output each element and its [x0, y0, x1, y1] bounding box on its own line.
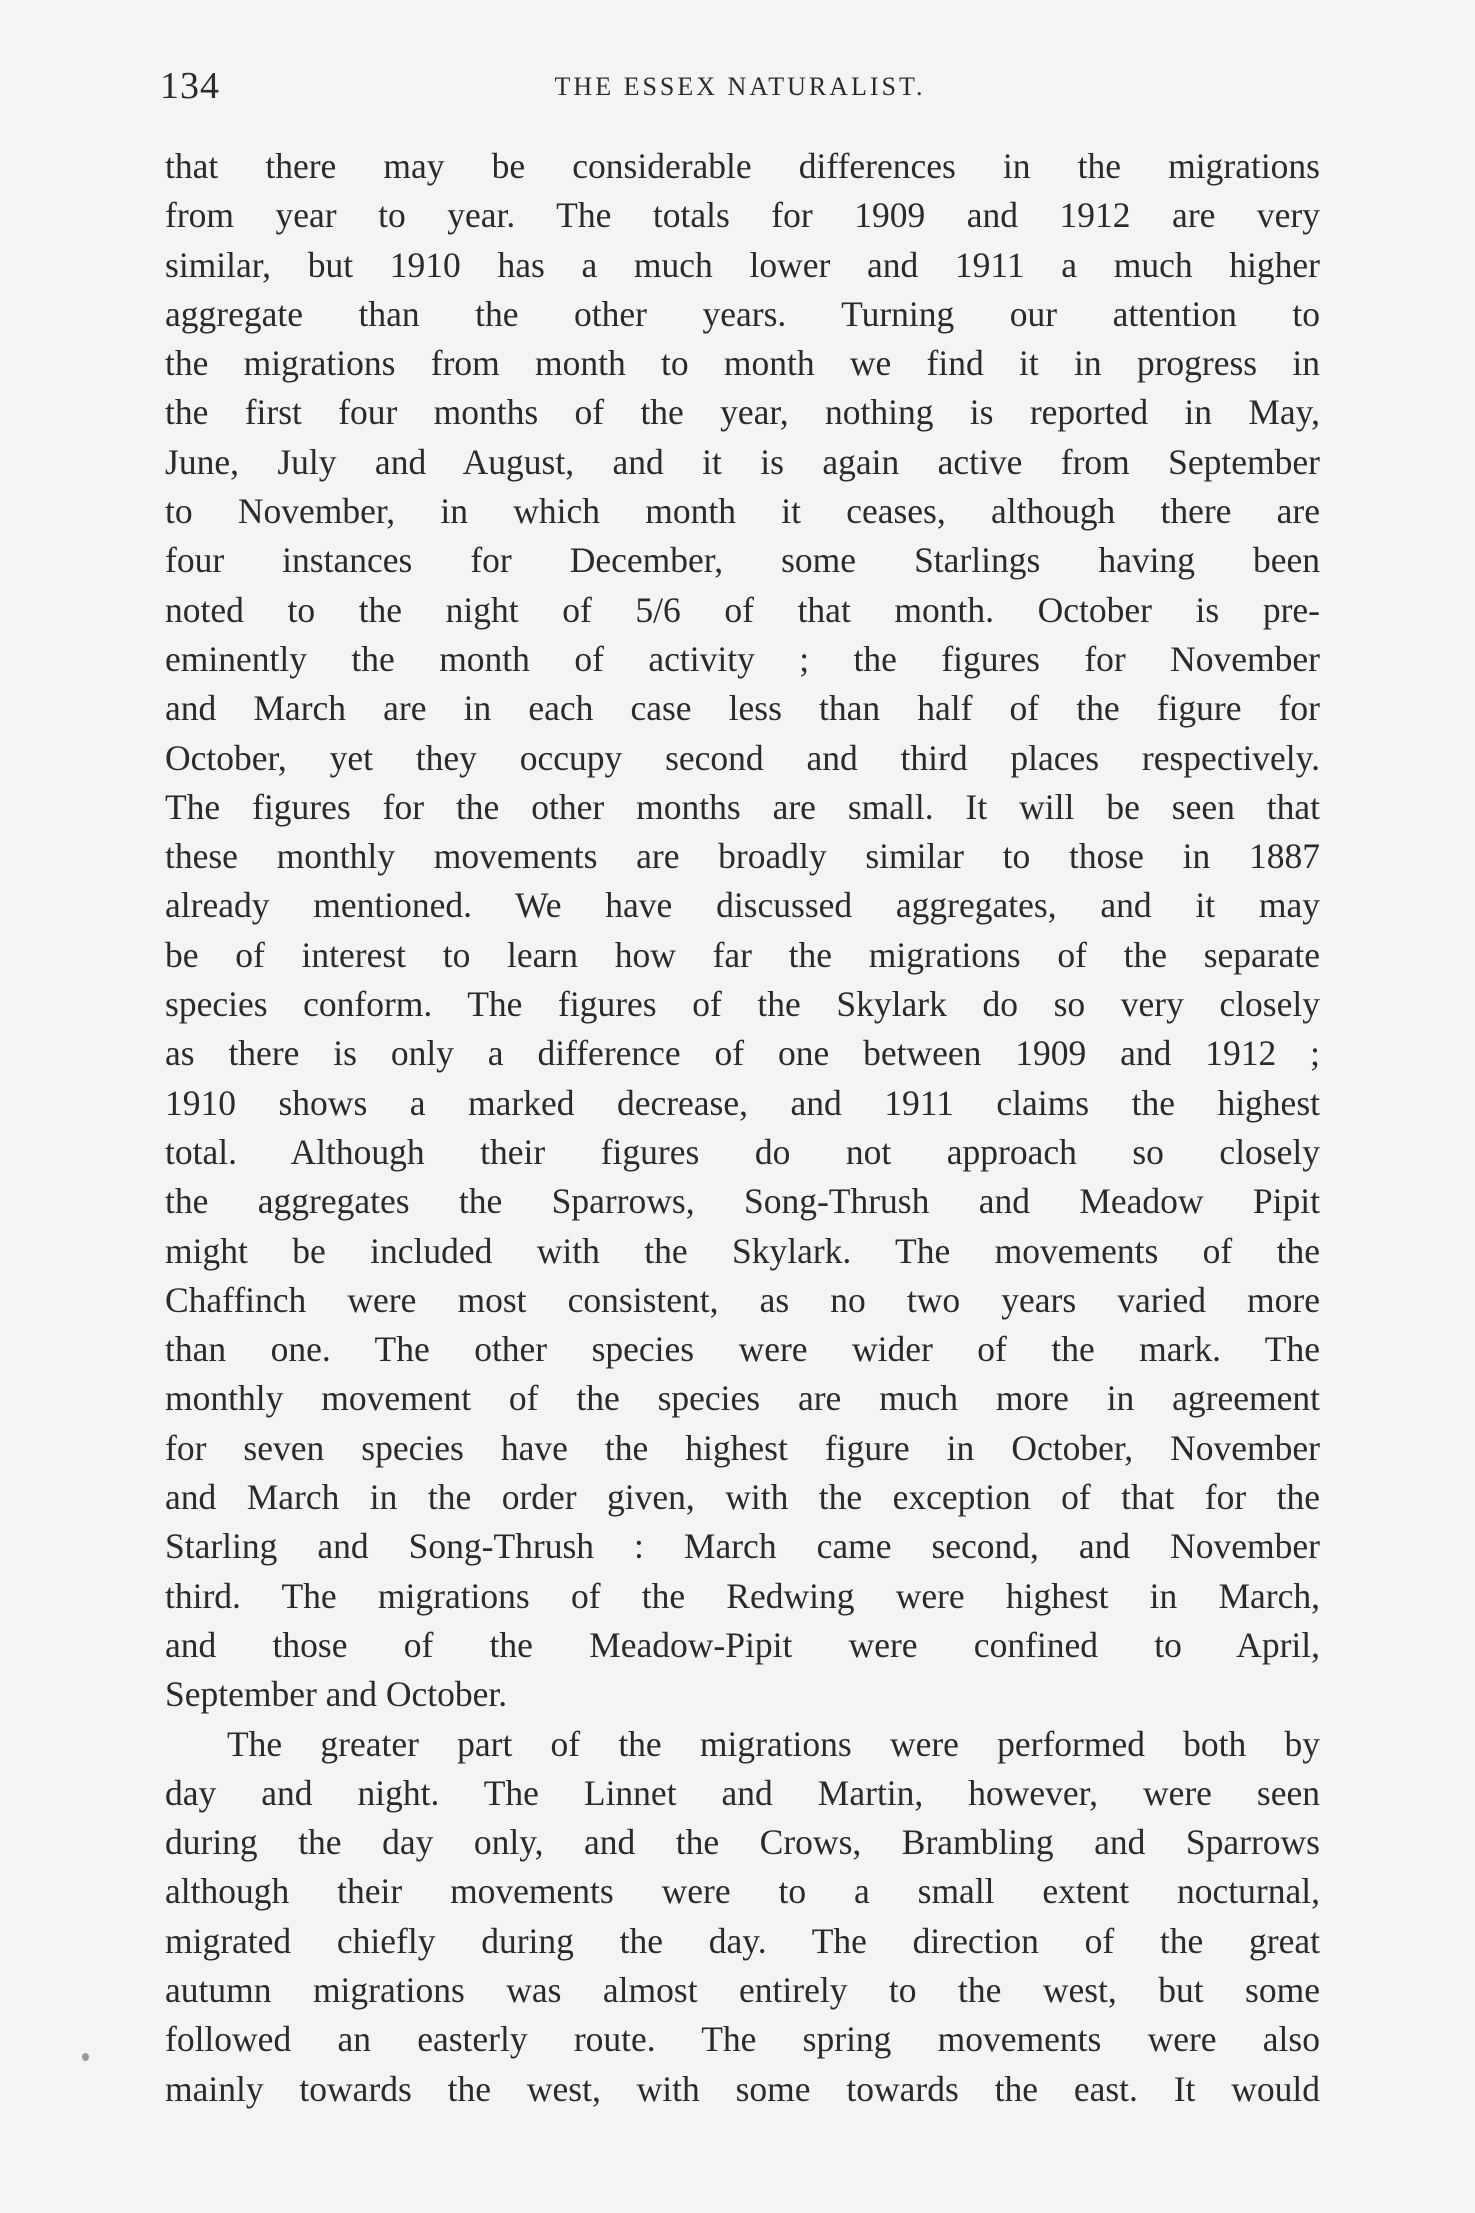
text-line: total. Although their figures do not approach so closely [165, 1131, 1320, 1172]
text-line: during the day only, and the Crows, Brambling and Sparrows [165, 1822, 1320, 1863]
text-line: the first four months of the year, nothing is reported in May, [165, 392, 1320, 433]
text-line: mainly towards the west, with some towards the east. It would [165, 2068, 1320, 2109]
text-line: and those of the Meadow-Pipit were confined to April, [165, 1624, 1320, 1665]
text-line: 1910 shows a marked decrease, and 1911 claims the highest [165, 1082, 1320, 1123]
text-line: that there may be considerable differences in the migrations [165, 146, 1320, 186]
text-line: The greater part of the migrations were performed both by [227, 1723, 1320, 1764]
text-line: The figures for the other months are small. It will be seen that [165, 786, 1320, 827]
paragraph [165, 1720, 1320, 2114]
text-line: as there is only a difference of one between 1909 and 1912 ; [165, 1033, 1320, 1074]
text-line: Chaffinch were most consistent, as no two years varied more [165, 1279, 1320, 1320]
text-line: October, yet they occupy second and third places respectively. [165, 737, 1320, 778]
paragraph [165, 142, 1320, 1720]
text-line: the aggregates the Sparrows, Song-Thrush and Meadow Pipit [165, 1181, 1320, 1222]
text-line: third. The migrations of the Redwing were highest in March, [165, 1575, 1320, 1616]
text-line: than one. The other species were wider of the mark. The [165, 1329, 1320, 1370]
body-text [165, 142, 1320, 2114]
text-line: monthly movement of the species are much more in agreement [165, 1378, 1320, 1419]
text-line: day and night. The Linnet and Martin, however, were seen [165, 1772, 1320, 1813]
paper-speck [82, 2053, 89, 2061]
text-line: eminently the month of activity ; the figures for November [165, 638, 1320, 679]
text-line: followed an easterly route. The spring movements were also [165, 2019, 1320, 2060]
text-line: species conform. The figures of the Skylark do so very closely [165, 984, 1320, 1025]
text-line: noted to the night of 5/6 of that month. October is pre- [165, 589, 1320, 630]
text-line: be of interest to learn how far the migrations of the separate [165, 934, 1320, 975]
text-line: and March in the order given, with the exception of that for the [165, 1477, 1320, 1518]
text-line: the migrations from month to month we find it in progress in [165, 343, 1320, 384]
text-line: four instances for December, some Starlings having been [165, 540, 1320, 581]
page-number: 134 [160, 65, 220, 107]
text-line: for seven species have the highest figure in October, November [165, 1427, 1320, 1468]
text-line: similar, but 1910 has a much lower and 1911 a much higher [165, 244, 1320, 285]
page-header [160, 64, 1320, 124]
text-line: autumn migrations was almost entirely to the west, but some [165, 1969, 1320, 2010]
text-line: to November, in which month it ceases, although there are [165, 491, 1320, 532]
text-line: although their movements were to a small extent nocturnal, [165, 1871, 1320, 1912]
text-line: aggregate than the other years. Turning our attention to [165, 293, 1320, 334]
running-head: THE ESSEX NATURALIST. [554, 72, 926, 101]
text-line: Starling and Song-Thrush : March came second, and November [165, 1526, 1320, 1567]
text-line: might be included with the Skylark. The movements of the [165, 1230, 1320, 1271]
text-line: and March are in each case less than half of the figure for [165, 688, 1320, 729]
text-line: these monthly movements are broadly similar to those in 1887 [165, 836, 1320, 877]
text-line: from year to year. The totals for 1909 and 1912 are very [165, 195, 1320, 236]
text-line: June, July and August, and it is again active from September [165, 441, 1320, 482]
text-line: migrated chiefly during the day. The direction of the great [165, 1920, 1320, 1961]
text-line: September and October. [165, 1674, 508, 1715]
text-line: already mentioned. We have discussed aggregates, and it may [165, 885, 1320, 926]
